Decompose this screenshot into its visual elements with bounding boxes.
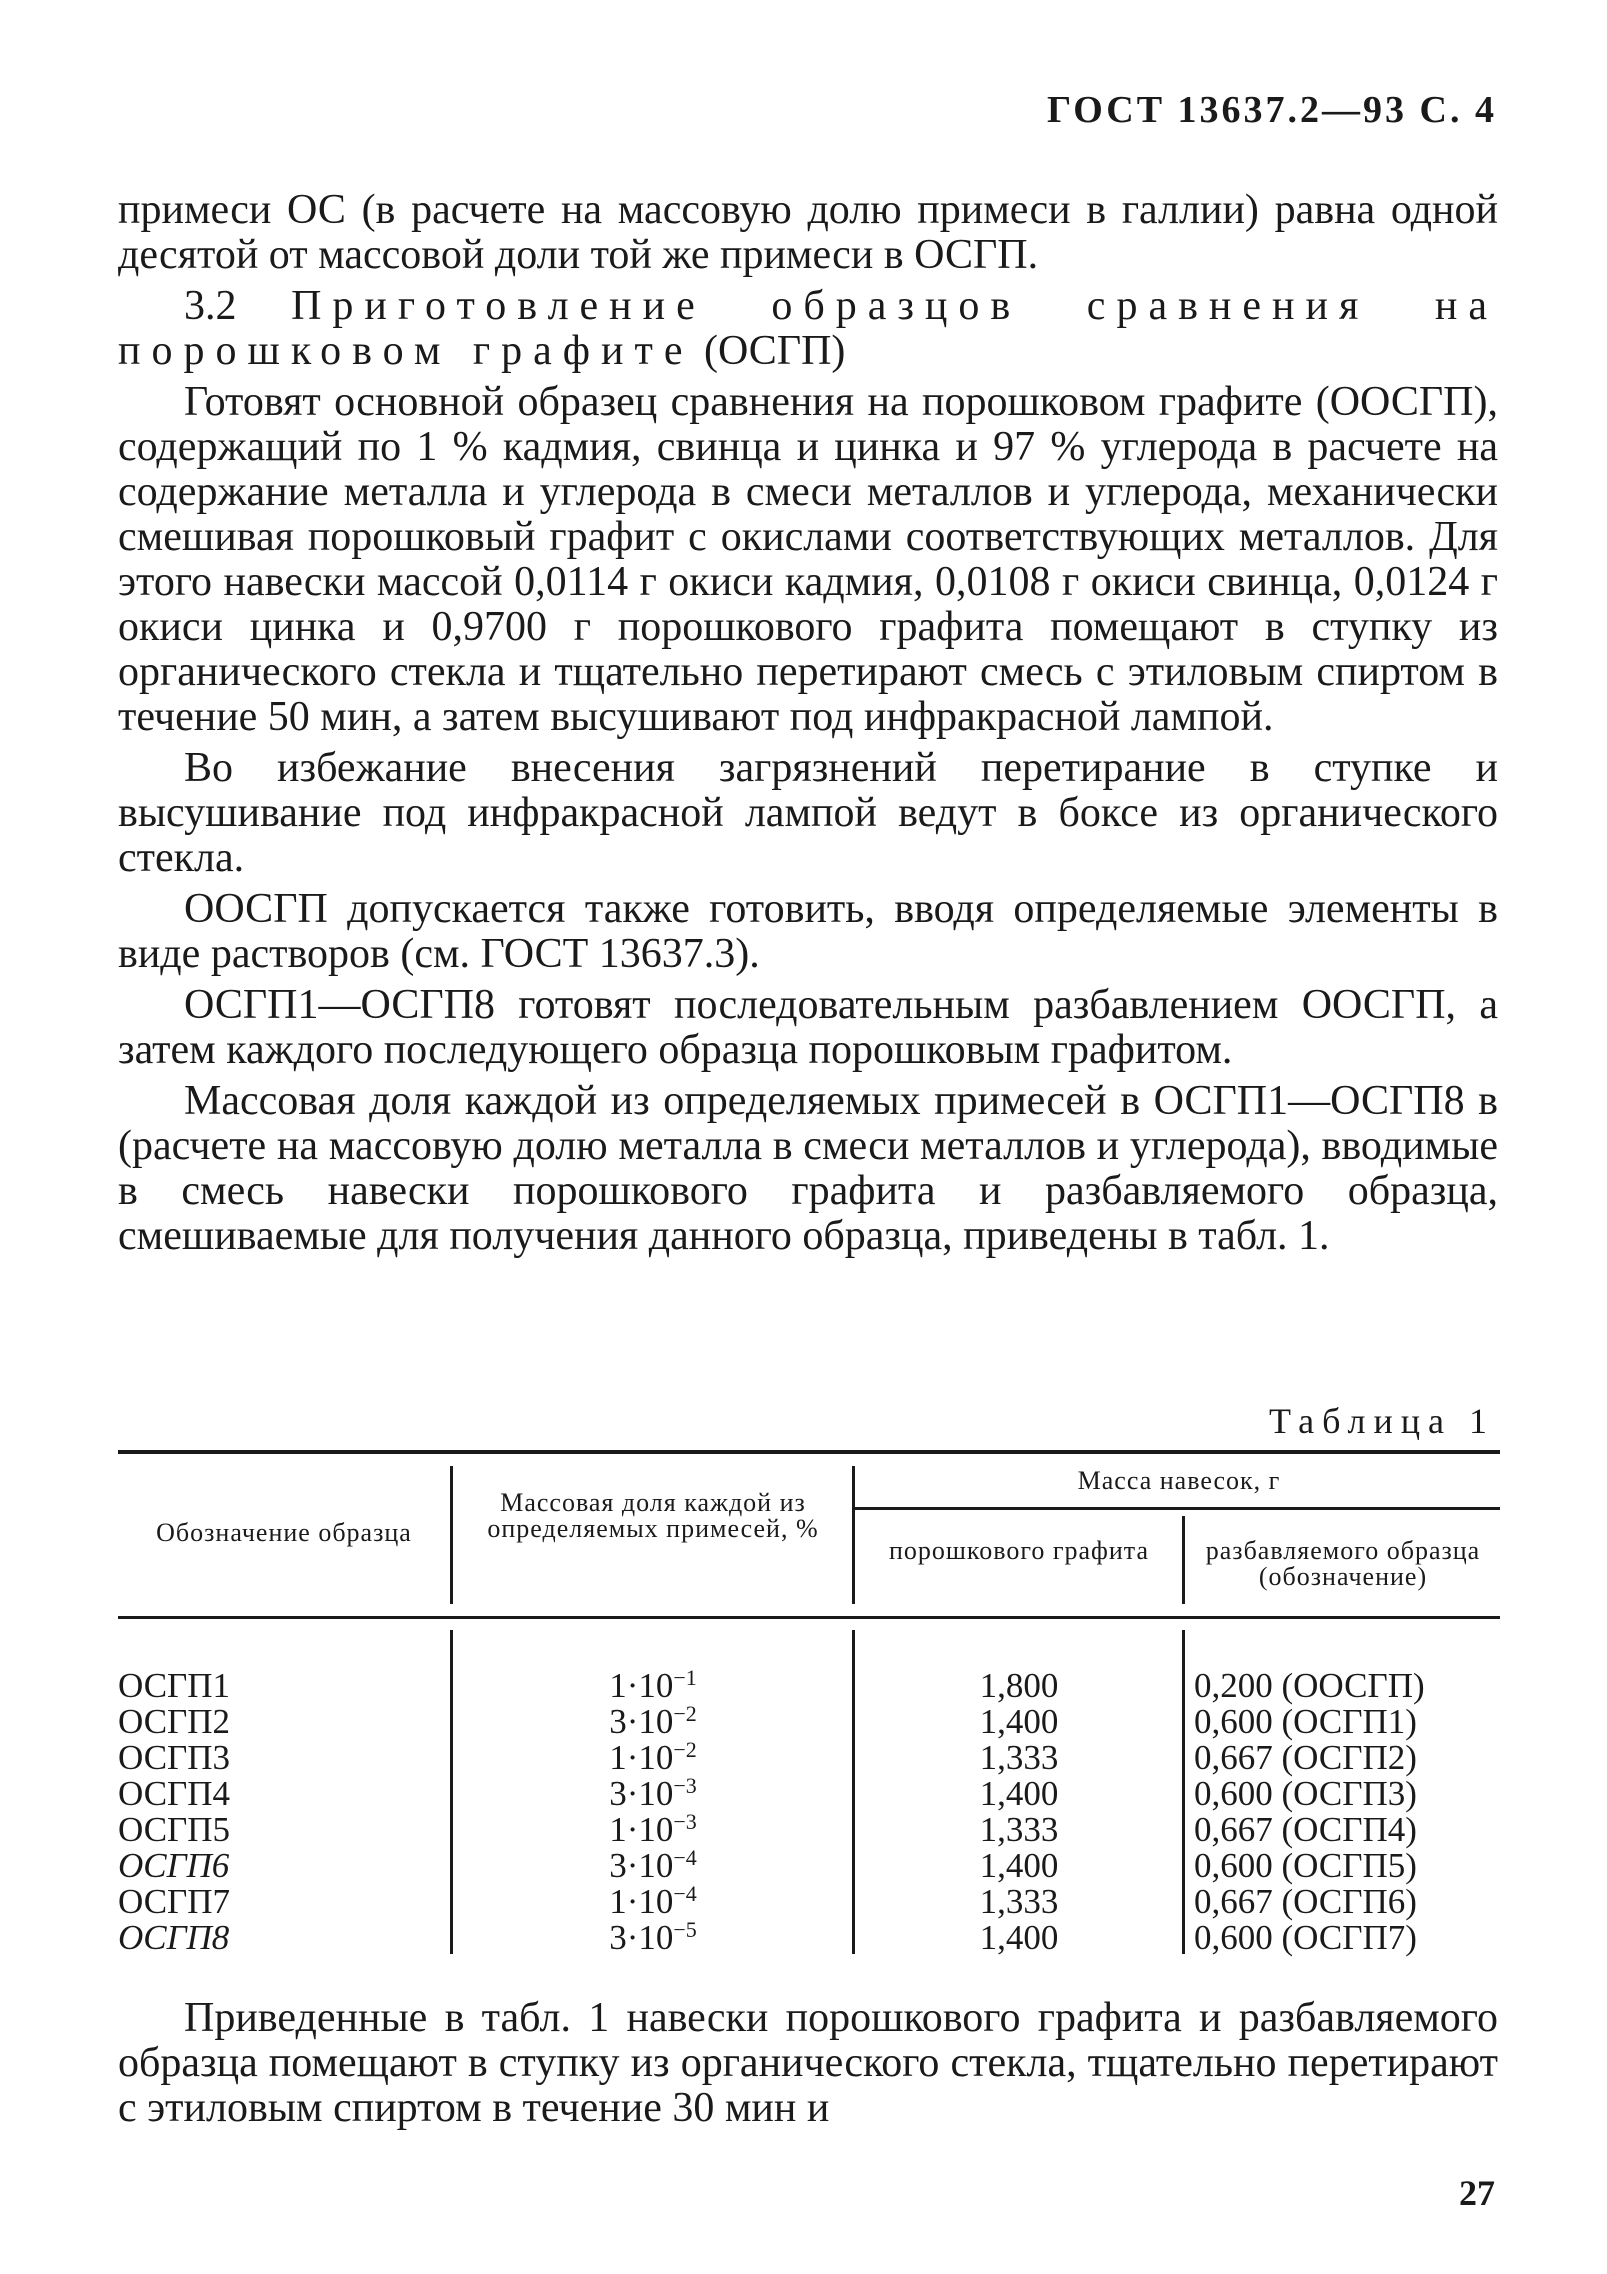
header-divider-3 (1182, 1516, 1185, 1604)
paragraph-5: ООСГП допускается также готовить, вводя определяемые элементы в виде растворов (см. ГОСТ 13637.3). (118, 886, 1498, 977)
mantissa: 1·10 (609, 1666, 674, 1705)
mantissa: 3·10 (609, 1702, 674, 1741)
cell-diluted-sample: 0,200 (ООСГП) (1194, 1666, 1425, 1705)
cell-designation: ОСГП4 (118, 1774, 231, 1813)
body-text-top (118, 188, 1498, 1259)
cell-graphite-mass: 1,400 (979, 1846, 1059, 1885)
paragraph-6: ОСГП1—ОСГП8 готовят последовательным разбавлением ООСГП, а затем каждого последующего образца порошковым графитом. (118, 982, 1498, 1073)
page-number: 27 (1459, 2173, 1495, 2213)
data-table (118, 1450, 1500, 1970)
table-top-rule (118, 1450, 1500, 1454)
cell-graphite-mass: 1,400 (979, 1702, 1059, 1741)
header-mass-group: Масса навесок, г (1077, 1466, 1281, 1495)
cell-diluted-sample: 0,600 (ОСГП5) (1194, 1846, 1417, 1885)
column-designation (118, 1668, 438, 1956)
cell-graphite-mass: 1,333 (979, 1738, 1059, 1777)
paragraph-section-title (118, 284, 1498, 374)
cell-mass-fraction (458, 1737, 848, 1777)
cell-designation: ОСГП5 (118, 1810, 231, 1849)
cell-diluted-sample: 0,600 (ОСГП7) (1194, 1918, 1417, 1957)
mantissa: 1·10 (609, 1882, 674, 1921)
header-graphite: порошкового графита (888, 1536, 1150, 1565)
body-text-bottom (118, 1996, 1498, 2131)
mantissa: 1·10 (609, 1810, 674, 1849)
cell-mass-fraction (458, 1881, 848, 1921)
paragraph-4: Во избежание внесения загрязнений перетирание в ступке и высушивание под инфракрасной лампой ведут в боксе из органического стекла. (118, 745, 1498, 881)
cell-graphite-mass: 1,400 (979, 1918, 1059, 1957)
exponent: −3 (673, 1809, 697, 1834)
page-header: ГОСТ 13637.2—93 С. 4 (1047, 89, 1497, 131)
paragraph-3: Готовят основной образец сравнения на порошковом графите (ООСГП), содержащий по 1 % кадмия, свинца и цинка и 97 % углерода в расчете на содержание металла и углерода в смеси металлов и углерода, механически смешивая порошковый графит с окислами соответствующих металлов. Для этого навески массой 0,0114 г окиси кадмия, 0,0108 г окиси свинца, 0,0124 г окиси цинка и 0,9700 г порошкового графита помещают в ступку из органического стекла и тщательно перетирают смесь с этиловым спиртом в течение 50 мин, а затем высушивают под инфракрасной лампой. (118, 379, 1498, 740)
cell-mass-fraction (458, 1917, 848, 1957)
table-subheader-rule (852, 1507, 1500, 1510)
cell-designation: ОСГП6 (118, 1846, 230, 1885)
mantissa: 3·10 (609, 1846, 674, 1885)
cell-designation: ОСГП3 (118, 1738, 231, 1777)
exponent: −4 (673, 1881, 697, 1906)
cell-diluted-sample: 0,667 (ОСГП6) (1194, 1882, 1417, 1921)
table-header-bottom-rule (118, 1616, 1500, 1619)
cell-mass-fraction (458, 1665, 848, 1705)
cell-diluted-sample: 0,667 (ОСГП2) (1194, 1738, 1417, 1777)
cell-mass-fraction (458, 1773, 848, 1813)
column-mass-fraction (458, 1665, 848, 1957)
body-divider-1 (450, 1630, 453, 1954)
exponent: −1 (673, 1665, 697, 1690)
cell-mass-fraction (458, 1701, 848, 1741)
paragraph-1: примеси ОС (в расчете на массовую долю примеси в галлии) равна одной десятой от массовой доли той же примеси в ОСГП. (118, 187, 1498, 278)
cell-designation: ОСГП1 (118, 1666, 231, 1705)
cell-diluted-sample: 0,600 (ОСГП3) (1194, 1774, 1417, 1813)
header-diluted: разбавляемого образца (обозначение) (1205, 1536, 1481, 1591)
paragraph-8: Приведенные в табл. 1 навески порошкового графита и разбавляемого образца помещают в ступку из органического стекла, тщательно перетирают с этиловым спиртом в течение 30 мин и (118, 1995, 1498, 2131)
column-graphite-mass (858, 1668, 1180, 1956)
exponent: −4 (673, 1845, 697, 1870)
cell-graphite-mass: 1,333 (979, 1810, 1059, 1849)
exponent: −2 (673, 1701, 697, 1726)
header-designation: Обозначение образца (156, 1518, 412, 1547)
cell-designation: ОСГП7 (118, 1882, 231, 1921)
cell-mass-fraction (458, 1809, 848, 1849)
cell-graphite-mass: 1,333 (979, 1882, 1059, 1921)
body-divider-3 (1182, 1630, 1185, 1954)
cell-diluted-sample: 0,600 (ОСГП1) (1194, 1702, 1417, 1741)
cell-diluted-sample: 0,667 (ОСГП4) (1194, 1810, 1417, 1849)
column-diluted-sample (1194, 1668, 1500, 1956)
mantissa: 3·10 (609, 1774, 674, 1813)
table-caption: Таблица 1 (1269, 1401, 1495, 1441)
header-divider-2 (852, 1466, 855, 1604)
mantissa: 3·10 (609, 1918, 674, 1957)
section-number: 3.2 (184, 283, 292, 329)
section-title-abbr: (ОСГП) (693, 328, 846, 374)
body-divider-2 (852, 1630, 855, 1954)
cell-graphite-mass: 1,800 (979, 1666, 1059, 1705)
cell-mass-fraction (458, 1845, 848, 1885)
exponent: −5 (673, 1917, 697, 1942)
exponent: −2 (673, 1737, 697, 1762)
section-title-spaced: Приготовление образцов сравнения на порошковом графите (118, 283, 1498, 374)
mantissa: 1·10 (609, 1738, 674, 1777)
cell-graphite-mass: 1,400 (979, 1774, 1059, 1813)
paragraph-7: Массовая доля каждой из определяемых примесей в ОСГП1—ОСГП8 в (расчете на массовую долю металла в смеси металлов и углерода), вводимые в смесь навески порошкового графита и разбавляемого образца, смешиваемые для получения данного образца, приведены в табл. 1. (118, 1078, 1498, 1259)
cell-designation: ОСГП8 (118, 1918, 230, 1957)
header-mass-fraction: Массовая доля каждой из определяемых примесей, % (487, 1488, 819, 1543)
header-divider-1 (450, 1466, 453, 1604)
exponent: −3 (673, 1773, 697, 1798)
cell-designation: ОСГП2 (118, 1702, 231, 1741)
